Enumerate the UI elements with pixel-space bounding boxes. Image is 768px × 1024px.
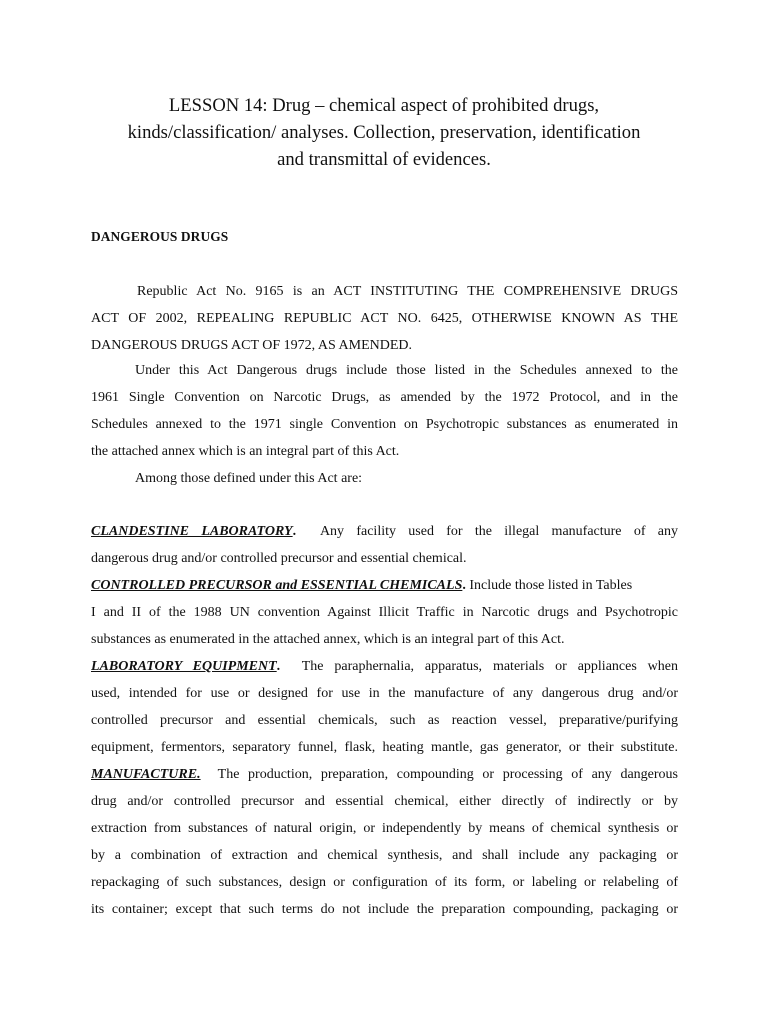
definition-manufacture [91,761,678,788]
paragraph-line: 1961 Single Convention on Narcotic Drugs, as amended by the 1972 Protocol, and in the [91,390,678,405]
paragraph-line: Republic Act No. 9165 is an ACT INSTITUTING THE COMPREHENSIVE DRUGS [137,284,678,299]
term-dot: . [292,524,297,539]
definition-line: its container; except that such terms do not include the preparation compounding, packaging or [91,902,678,917]
among-line: Among those defined under this Act are: [135,471,363,486]
definition-text: Include those listed in Tables [469,578,633,593]
definition-equipment [91,653,678,680]
lesson-title [90,92,678,173]
definition-line: repackaging of such substances, design or configuration of its form, or labeling or relabeling of [91,875,678,890]
title-line: LESSON 14: Drug – chemical aspect of prohibited drugs, [168,95,600,116]
title-line: kinds/classification/ analyses. Collection, preservation, identification [127,122,641,143]
definition-line: I and II of the 1988 UN convention Against Illicit Traffic in Narcotic drugs and Psychotropic [91,605,678,620]
definition-clandestine [91,518,678,545]
definition-line: drug and/or controlled precursor and essential chemical, either directly of indirectly or by [91,794,678,809]
section-heading: DANGEROUS DRUGS [91,229,229,244]
paragraph-line: DANGEROUS DRUGS ACT OF 1972, AS AMENDED. [91,338,413,353]
paragraph-line: Under this Act Dangerous drugs include those listed in the Schedules annexed to the [135,363,678,378]
definition-text: Any facility used for the illegal manufacture of any [319,524,678,539]
definition-text: The paraphernalia, apparatus, materials or appliances when [301,659,678,674]
intro-paragraph [91,278,678,359]
definition-line: extraction from substances of natural origin, or independently by means of chemical synthesis or [91,821,678,836]
definition-line: substances as enumerated in the attached annex, which is an integral part of this Act. [91,632,565,647]
definition-line: used, intended for use or designed for use in the manufacture of any dangerous drug and/or [91,686,678,701]
schedules-paragraph [91,357,678,492]
definition-line: equipment, fermentors, separatory funnel, flask, heating mantle, gas generator, or their substitute. [91,740,678,755]
definition-precursor [91,572,678,599]
paragraph-line: ACT OF 2002, REPEALING REPUBLIC ACT NO. 6425, OTHERWISE KNOWN AS THE [91,311,678,326]
definition-line: controlled precursor and essential chemicals, such as reaction vessel, preparative/purifying [91,713,678,728]
paragraph-line: Schedules annexed to the 1971 single Convention on Psychotropic substances as enumerated in [91,417,678,432]
paragraph-line: the attached annex which is an integral part of this Act. [91,444,400,459]
definitions-list [91,518,678,923]
term-clandestine-laboratory: CLANDESTINE LABORATORY [91,524,293,539]
term-dot: . [462,578,466,593]
term-laboratory-equipment: LABORATORY EQUIPMENT [91,659,277,674]
definition-text: The production, preparation, compounding or processing of any dangerous [217,767,678,782]
term-manufacture: MANUFACTURE. [91,767,201,782]
definition-line: by a combination of extraction and chemical synthesis, and shall include any packaging or [91,848,678,863]
term-dot: . [276,659,281,674]
term-controlled-precursor: CONTROLLED PRECURSOR and ESSENTIAL CHEMICALS [91,578,463,593]
definition-line: dangerous drug and/or controlled precursor and essential chemical. [91,551,467,566]
title-line: and transmittal of evidences. [277,149,491,170]
